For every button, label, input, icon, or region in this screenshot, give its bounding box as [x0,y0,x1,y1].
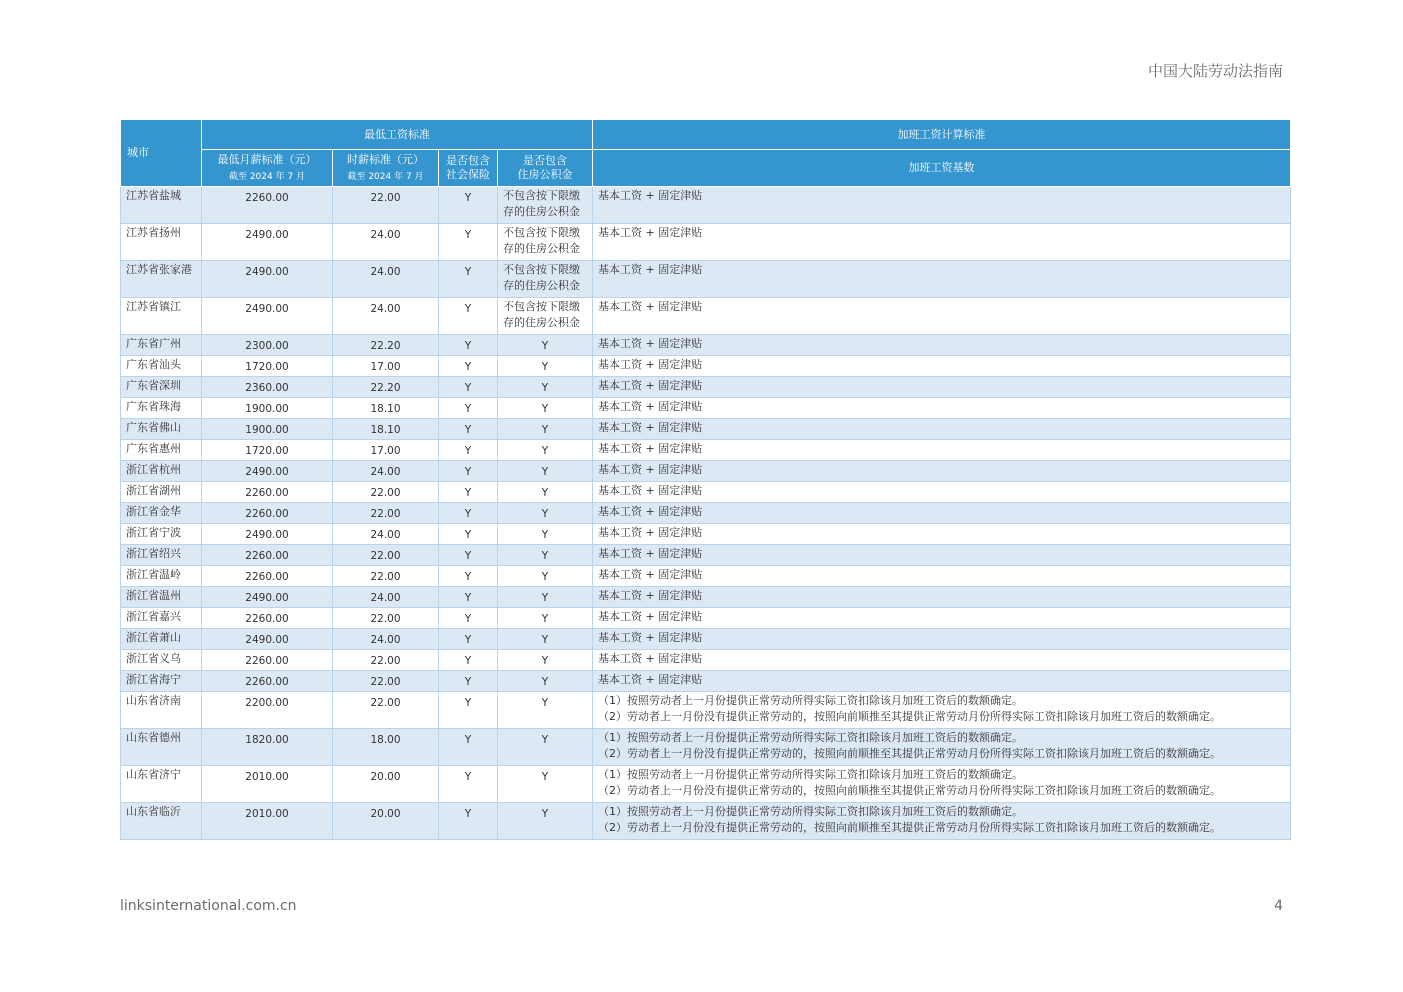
cell-social-insurance: Y [439,524,498,545]
table-row [121,766,1291,803]
col-header-hf-line2: 住房公积金 [517,168,573,181]
cell-hourly-wage: 24.00 [333,587,439,608]
cell-monthly-wage: 1900.00 [202,398,333,419]
cell-overtime-base-line1: 基本工资 + 固定津贴 [598,526,703,539]
cell-overtime-base-line1: 基本工资 + 固定津贴 [598,300,703,313]
cell-overtime-base [593,298,1291,335]
cell-hourly-wage: 22.00 [333,503,439,524]
cell-overtime-base [593,545,1291,566]
table-column-header-row [121,150,1291,187]
cell-housing-fund [498,650,593,671]
cell-overtime-base [593,224,1291,261]
table-row [121,671,1291,692]
cell-monthly-wage: 2260.00 [202,671,333,692]
cell-social-insurance: Y [439,503,498,524]
cell-overtime-base-line2: （2）劳动者上一月份没有提供正常劳动的，按照向前顺推至其提供正常劳动月份所得实际工资扣除该月加班工资后的数额确定。 [598,784,1221,797]
cell-housing-fund-line1: Y [541,571,549,583]
cell-monthly-wage: 2490.00 [202,629,333,650]
table-row [121,419,1291,440]
cell-monthly-wage: 2360.00 [202,377,333,398]
cell-hourly-wage: 24.00 [333,298,439,335]
cell-monthly-wage: 2490.00 [202,461,333,482]
cell-monthly-wage: 2260.00 [202,650,333,671]
cell-city: 浙江省金华 [121,503,202,524]
cell-overtime-base-line1: 基本工资 + 固定津贴 [598,610,703,623]
cell-hourly-wage: 24.00 [333,629,439,650]
cell-city: 山东省德州 [121,729,202,766]
cell-hourly-wage: 18.00 [333,729,439,766]
cell-city: 山东省济宁 [121,766,202,803]
cell-housing-fund [498,629,593,650]
col-header-monthly [202,150,333,187]
cell-hourly-wage: 22.00 [333,566,439,587]
cell-hourly-wage: 22.00 [333,482,439,503]
table-row [121,803,1291,840]
cell-housing-fund [498,671,593,692]
table-row [121,545,1291,566]
cell-housing-fund [498,766,593,803]
minimum-wage-table [120,119,1291,840]
cell-housing-fund [498,419,593,440]
footer-website: linksinternational.com.cn [120,898,297,914]
cell-overtime-base [593,503,1291,524]
col-header-hourly-label: 时薪标准（元） [347,152,424,166]
cell-social-insurance: Y [439,335,498,356]
col-header-housing-fund [498,150,593,187]
cell-housing-fund-line1: 不包含按下限缴 [503,226,580,239]
cell-social-insurance: Y [439,440,498,461]
cell-housing-fund-line1: Y [541,424,549,436]
cell-hourly-wage: 22.00 [333,671,439,692]
cell-housing-fund-line1: Y [541,487,549,499]
cell-overtime-base [593,629,1291,650]
cell-overtime-base [593,692,1291,729]
col-header-overtime-base: 加班工资基数 [593,150,1291,187]
cell-overtime-base-line2: （2）劳动者上一月份没有提供正常劳动的，按照向前顺推至其提供正常劳动月份所得实际工资扣除该月加班工资后的数额确定。 [598,710,1221,723]
cell-monthly-wage: 2260.00 [202,187,333,224]
cell-hourly-wage: 22.00 [333,692,439,729]
table-row [121,356,1291,377]
cell-city: 广东省惠州 [121,440,202,461]
cell-overtime-base-line1: 基本工资 + 固定津贴 [598,400,703,413]
cell-city: 广东省广州 [121,335,202,356]
cell-social-insurance: Y [439,766,498,803]
table-row [121,524,1291,545]
cell-social-insurance: Y [439,671,498,692]
cell-social-insurance: Y [439,461,498,482]
cell-overtime-base-line1: 基本工资 + 固定津贴 [598,442,703,455]
cell-social-insurance: Y [439,729,498,766]
cell-housing-fund-line1: Y [541,655,549,667]
cell-overtime-base-line1: 基本工资 + 固定津贴 [598,484,703,497]
cell-city: 江苏省张家港 [121,261,202,298]
cell-overtime-base-line1: 基本工资 + 固定津贴 [598,547,703,560]
cell-social-insurance: Y [439,692,498,729]
cell-overtime-base [593,461,1291,482]
col-header-city: 城市 [121,120,202,187]
cell-housing-fund-line1: Y [541,592,549,604]
cell-hourly-wage: 17.00 [333,356,439,377]
cell-overtime-base [593,356,1291,377]
cell-hourly-wage: 22.00 [333,545,439,566]
cell-overtime-base-line1: 基本工资 + 固定津贴 [598,505,703,518]
cell-city: 江苏省盐城 [121,187,202,224]
cell-housing-fund-line1: Y [541,382,549,394]
cell-hourly-wage: 18.10 [333,419,439,440]
cell-overtime-base [593,766,1291,803]
cell-overtime-base-line1: 基本工资 + 固定津贴 [598,652,703,665]
cell-city: 广东省佛山 [121,419,202,440]
cell-overtime-base-line1: 基本工资 + 固定津贴 [598,337,703,350]
cell-social-insurance: Y [439,298,498,335]
cell-monthly-wage: 2260.00 [202,482,333,503]
cell-monthly-wage: 2260.00 [202,608,333,629]
cell-city: 浙江省温州 [121,587,202,608]
col-header-hf-line1: 是否包含 [523,154,567,167]
cell-housing-fund-line2: 存的住房公积金 [503,279,580,292]
cell-overtime-base-line1: 基本工资 + 固定津贴 [598,358,703,371]
cell-overtime-base [593,419,1291,440]
cell-city: 广东省汕头 [121,356,202,377]
cell-housing-fund-line1: Y [541,550,549,562]
cell-city: 浙江省绍兴 [121,545,202,566]
cell-city: 江苏省镇江 [121,298,202,335]
cell-monthly-wage: 1720.00 [202,356,333,377]
cell-overtime-base-line1: 基本工资 + 固定津贴 [598,463,703,476]
table-row [121,650,1291,671]
footer-page-number: 4 [1274,898,1283,914]
cell-housing-fund-line1: Y [541,445,549,457]
cell-overtime-base [593,398,1291,419]
cell-overtime-base-line1: 基本工资 + 固定津贴 [598,263,703,276]
col-header-hourly-sub: 截至 2024 年 7 月 [347,171,424,182]
cell-social-insurance: Y [439,224,498,261]
table-row [121,398,1291,419]
table-row [121,503,1291,524]
cell-social-insurance: Y [439,587,498,608]
table-row [121,187,1291,224]
cell-housing-fund [498,587,593,608]
cell-overtime-base-line1: 基本工资 + 固定津贴 [598,421,703,434]
cell-overtime-base-line2: （2）劳动者上一月份没有提供正常劳动的，按照向前顺推至其提供正常劳动月份所得实际工资扣除该月加班工资后的数额确定。 [598,747,1221,760]
table-row [121,335,1291,356]
cell-city: 浙江省温岭 [121,566,202,587]
cell-monthly-wage: 2260.00 [202,503,333,524]
cell-overtime-base-line1: 基本工资 + 固定津贴 [598,226,703,239]
cell-housing-fund [498,261,593,298]
cell-housing-fund [498,803,593,840]
table-row [121,461,1291,482]
cell-hourly-wage: 24.00 [333,261,439,298]
cell-overtime-base [593,608,1291,629]
cell-city: 浙江省湖州 [121,482,202,503]
cell-housing-fund-line1: 不包含按下限缴 [503,300,580,313]
cell-monthly-wage: 2260.00 [202,566,333,587]
cell-overtime-base [593,335,1291,356]
table-row [121,729,1291,766]
cell-housing-fund-line1: Y [541,734,549,746]
cell-overtime-base-line1: （1）按照劳动者上一月份提供正常劳动所得实际工资扣除该月加班工资后的数额确定。 [598,805,1023,818]
cell-social-insurance: Y [439,545,498,566]
cell-overtime-base-line1: （1）按照劳动者上一月份提供正常劳动所得实际工资扣除该月加班工资后的数额确定。 [598,694,1023,707]
cell-social-insurance: Y [439,566,498,587]
table-row [121,440,1291,461]
cell-social-insurance: Y [439,261,498,298]
group-header-overtime: 加班工资计算标准 [593,120,1291,150]
cell-overtime-base-line1: 基本工资 + 固定津贴 [598,379,703,392]
cell-housing-fund-line1: Y [541,634,549,646]
cell-overtime-base-line2: （2）劳动者上一月份没有提供正常劳动的，按照向前顺推至其提供正常劳动月份所得实际工资扣除该月加班工资后的数额确定。 [598,821,1221,834]
cell-overtime-base [593,566,1291,587]
cell-hourly-wage: 22.20 [333,377,439,398]
col-header-social-line2: 社会保险 [446,168,490,181]
cell-housing-fund-line1: Y [541,697,549,709]
cell-monthly-wage: 2200.00 [202,692,333,729]
cell-housing-fund [498,729,593,766]
cell-housing-fund [498,398,593,419]
cell-overtime-base [593,524,1291,545]
cell-housing-fund-line1: Y [541,466,549,478]
cell-housing-fund-line1: Y [541,361,549,373]
cell-housing-fund-line2: 存的住房公积金 [503,205,580,218]
cell-city: 广东省深圳 [121,377,202,398]
cell-housing-fund-line1: Y [541,771,549,783]
cell-social-insurance: Y [439,629,498,650]
cell-hourly-wage: 20.00 [333,766,439,803]
cell-overtime-base [593,803,1291,840]
cell-hourly-wage: 24.00 [333,524,439,545]
cell-city: 山东省临沂 [121,803,202,840]
table-row [121,261,1291,298]
cell-housing-fund [498,298,593,335]
table-row [121,566,1291,587]
cell-social-insurance: Y [439,356,498,377]
cell-overtime-base-line1: 基本工资 + 固定津贴 [598,589,703,602]
cell-overtime-base [593,377,1291,398]
cell-monthly-wage: 2490.00 [202,524,333,545]
cell-housing-fund-line1: Y [541,403,549,415]
cell-housing-fund [498,224,593,261]
cell-overtime-base [593,587,1291,608]
cell-city: 浙江省宁波 [121,524,202,545]
cell-hourly-wage: 17.00 [333,440,439,461]
cell-housing-fund [498,335,593,356]
cell-housing-fund-line1: Y [541,676,549,688]
cell-city: 广东省珠海 [121,398,202,419]
group-header-minimum-wage: 最低工资标准 [202,120,593,150]
cell-housing-fund-line1: 不包含按下限缴 [503,263,580,276]
cell-housing-fund [498,461,593,482]
cell-housing-fund [498,692,593,729]
cell-social-insurance: Y [439,482,498,503]
cell-housing-fund [498,187,593,224]
cell-monthly-wage: 2490.00 [202,298,333,335]
cell-overtime-base-line1: （1）按照劳动者上一月份提供正常劳动所得实际工资扣除该月加班工资后的数额确定。 [598,731,1023,744]
cell-city: 山东省济南 [121,692,202,729]
cell-city: 浙江省义乌 [121,650,202,671]
cell-hourly-wage: 22.00 [333,187,439,224]
cell-housing-fund [498,566,593,587]
cell-overtime-base [593,261,1291,298]
table-body [121,187,1291,840]
cell-housing-fund [498,608,593,629]
cell-hourly-wage: 20.00 [333,803,439,840]
cell-monthly-wage: 2490.00 [202,261,333,298]
cell-overtime-base-line1: 基本工资 + 固定津贴 [598,189,703,202]
cell-social-insurance: Y [439,398,498,419]
cell-housing-fund [498,377,593,398]
cell-monthly-wage: 2010.00 [202,766,333,803]
cell-social-insurance: Y [439,419,498,440]
col-header-monthly-label: 最低月薪标准（元） [217,152,317,166]
cell-overtime-base-line1: 基本工资 + 固定津贴 [598,568,703,581]
cell-monthly-wage: 1900.00 [202,419,333,440]
cell-overtime-base-line1: 基本工资 + 固定津贴 [598,673,703,686]
cell-monthly-wage: 2490.00 [202,587,333,608]
cell-overtime-base [593,482,1291,503]
cell-housing-fund-line2: 存的住房公积金 [503,242,580,255]
cell-social-insurance: Y [439,608,498,629]
table-row [121,692,1291,729]
cell-monthly-wage: 2490.00 [202,224,333,261]
cell-monthly-wage: 2300.00 [202,335,333,356]
table-row [121,608,1291,629]
cell-hourly-wage: 22.00 [333,608,439,629]
cell-overtime-base [593,729,1291,766]
cell-hourly-wage: 24.00 [333,461,439,482]
col-header-social-line1: 是否包含 [446,154,490,167]
col-header-monthly-sub: 截至 2024 年 7 月 [228,171,306,182]
cell-monthly-wage: 1720.00 [202,440,333,461]
col-header-social-insurance [439,150,498,187]
cell-housing-fund-line1: Y [541,529,549,541]
cell-housing-fund-line2: 存的住房公积金 [503,316,580,329]
cell-hourly-wage: 18.10 [333,398,439,419]
cell-overtime-base [593,650,1291,671]
cell-social-insurance: Y [439,187,498,224]
cell-overtime-base-line1: （1）按照劳动者上一月份提供正常劳动所得实际工资扣除该月加班工资后的数额确定。 [598,768,1023,781]
table-row [121,482,1291,503]
cell-overtime-base-line1: 基本工资 + 固定津贴 [598,631,703,644]
cell-social-insurance: Y [439,803,498,840]
page-header-title: 中国大陆劳动法指南 [1147,62,1283,80]
cell-monthly-wage: 1820.00 [202,729,333,766]
table-group-header-row [121,120,1291,150]
cell-city: 浙江省萧山 [121,629,202,650]
cell-housing-fund-line1: Y [541,613,549,625]
cell-housing-fund [498,524,593,545]
cell-housing-fund [498,503,593,524]
cell-city: 浙江省嘉兴 [121,608,202,629]
table-row [121,298,1291,335]
cell-housing-fund-line1: 不包含按下限缴 [503,189,580,202]
table-row [121,587,1291,608]
col-header-hourly [333,150,439,187]
cell-monthly-wage: 2010.00 [202,803,333,840]
table-row [121,224,1291,261]
cell-overtime-base [593,440,1291,461]
cell-city: 浙江省海宁 [121,671,202,692]
cell-monthly-wage: 2260.00 [202,545,333,566]
cell-overtime-base [593,671,1291,692]
cell-housing-fund-line1: Y [541,340,549,352]
cell-hourly-wage: 24.00 [333,224,439,261]
cell-housing-fund-line1: Y [541,808,549,820]
cell-city: 江苏省扬州 [121,224,202,261]
table-row [121,377,1291,398]
cell-housing-fund [498,482,593,503]
cell-hourly-wage: 22.20 [333,335,439,356]
cell-overtime-base [593,187,1291,224]
cell-housing-fund [498,440,593,461]
cell-housing-fund [498,356,593,377]
cell-housing-fund [498,545,593,566]
cell-social-insurance: Y [439,377,498,398]
cell-social-insurance: Y [439,650,498,671]
table-row [121,629,1291,650]
cell-city: 浙江省杭州 [121,461,202,482]
cell-housing-fund-line1: Y [541,508,549,520]
cell-hourly-wage: 22.00 [333,650,439,671]
